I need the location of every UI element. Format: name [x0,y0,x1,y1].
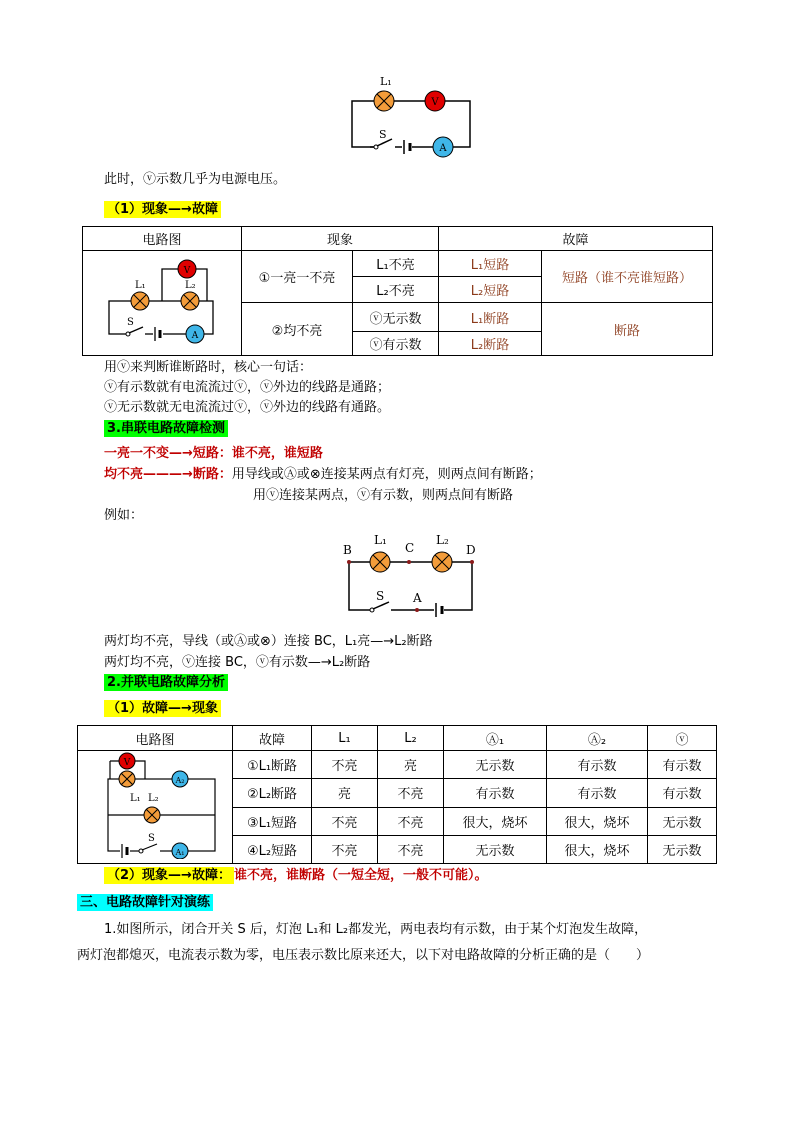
core-line-2: ⓥ有示数就有电流流过ⓥ，ⓥ外边的线路是通路； [104,380,391,395]
label-a: A [439,143,447,154]
cell-l2-open: L₂断路 [439,332,542,356]
lamp-icon [144,807,160,823]
cell-r1-fault: ②L₂断路 [233,779,312,807]
label-a: A [413,591,422,605]
cell-r0-a2: 有示数 [547,751,648,779]
cell-diagram [78,751,233,864]
heading-phenomenon-fault-2: （2）现象—→故障： 谁不亮，谁断路（一短全短，一般不可能）。 [104,868,487,884]
example-line-1: 两灯均不亮，导线（或Ⓐ或⊗）连接 BC，L₁亮—→L₂断路 [104,634,433,649]
cell-p1: ①一亮一不亮 [242,251,353,303]
th-diagram: 电路图 [83,227,242,251]
label-b: B [343,543,352,557]
cell-r1-a2: 有示数 [547,779,648,807]
svg-text:L₂: L₂ [185,280,196,291]
cell-p2: ②均不亮 [242,303,353,356]
lamp-icon [432,552,452,572]
voltmeter-icon [425,91,445,111]
cell-r2-l1: 不亮 [312,807,378,835]
label-c: C [405,541,415,555]
ammeter-icon [172,843,188,859]
series-line-3: 用ⓥ连接某两点，ⓥ有示数，则两点间有断路 [253,488,514,503]
voltmeter-note: 此时，ⓥ示数几乎为电源电压。 [104,172,287,187]
ammeter-icon [186,325,204,343]
label-l2: L₂ [436,533,449,547]
table-series-faults [82,226,713,356]
lamp-icon [374,91,394,111]
th-fault: 故障 [439,227,713,251]
series-line-1: 一亮一不变—→短路：谁不亮，谁短路 [104,446,323,461]
cell-r0-fault: ①L₁断路 [233,751,312,779]
cell-r3-a1: 无示数 [444,835,547,863]
cell-r1-a1: 有示数 [444,779,547,807]
svg-text:L₂: L₂ [148,793,159,804]
ammeter-icon [433,137,453,157]
cell-l1-off: L₁不亮 [353,251,439,277]
svg-text:L₁: L₁ [135,280,146,291]
cell-l1-short: L₁短路 [439,251,542,277]
heading-fault-phenomenon: （1）故障—→现象 [104,701,221,717]
cell-short-summary: 短路（谁不亮谁短路） [542,251,713,303]
ammeter-icon [172,771,188,787]
example-label: 例如： [104,508,144,523]
circuit-figure-table2 [80,751,230,859]
cell-r2-a1: 很大，烧坏 [444,807,547,835]
cell-l2-off: L₂不亮 [353,277,439,303]
label-s: S [376,589,385,603]
cell-r3-l2: 不亮 [378,835,444,863]
lamp-icon [119,771,135,787]
label-d: D [466,543,476,557]
voltmeter-icon [178,260,196,278]
voltmeter-icon [119,753,135,769]
svg-text:A₂: A₂ [175,776,185,785]
cell-r2-l2: 不亮 [378,807,444,835]
cell-r1-l2: 不亮 [378,779,444,807]
svg-text:V: V [183,266,191,276]
cell-r1-v: 有示数 [648,779,717,807]
circuit-figure-table1 [87,251,237,351]
svg-text:V: V [123,758,131,768]
th-a1: Ⓐ₁ [444,726,547,751]
series-line-2: 均不亮———→断路：用导线或Ⓐ或⊗连接某两点有灯亮，则两点间有断路； [104,467,542,482]
svg-text:L₁: L₁ [130,793,141,804]
svg-text:A₁: A₁ [175,848,185,857]
question-1-line-2: 两灯泡都熄灭，电流表示数为零，电压表示数比原来还大，以下对电路故障的分析正确的是（ ） [77,948,650,963]
core-line-1: 用ⓥ来判断谁断路时，核心一句话： [104,360,313,375]
table-parallel-faults [77,725,717,864]
heading-phenomenon-fault: （1）现象—→故障 [104,202,221,218]
cell-r0-l1: 不亮 [312,751,378,779]
th-phenomenon: 现象 [242,227,439,251]
circuit-figure-top [340,70,490,162]
label-l1: L₁ [380,75,392,88]
th-l1: L₁ [312,726,378,751]
lamp-icon [181,292,199,310]
cell-v-none: ⓥ无示数 [353,303,439,332]
cell-r2-fault: ③L₁短路 [233,807,312,835]
question-1-line-1: 1.如图所示，闭合开关 S 后，灯泡 L₁和 L₂都发光，两电表均有示数，由于某个灯泡发生故障， [104,922,648,937]
cell-l1-open: L₁断路 [439,303,542,332]
cell-r0-l2: 亮 [378,751,444,779]
label-s: S [379,128,387,141]
section-heading-3: 三、电路故障针对演练 [77,895,213,911]
svg-text:A: A [191,331,199,341]
th-v: ⓥ [648,726,717,751]
lamp-icon [370,552,390,572]
cell-open-summary: 断路 [542,303,713,356]
cell-r0-v: 有示数 [648,751,717,779]
cell-r2-a2: 很大，烧坏 [547,807,648,835]
cell-r0-a1: 无示数 [444,751,547,779]
th-a2: Ⓐ₂ [547,726,648,751]
svg-text:S: S [148,833,155,844]
cell-l2-short: L₂短路 [439,277,542,303]
cell-r3-v: 无示数 [648,835,717,863]
cell-v-has: ⓥ有示数 [353,332,439,356]
cell-r3-l1: 不亮 [312,835,378,863]
core-line-3: ⓥ无示数就无电流流过ⓥ，ⓥ外边的线路有通路。 [104,400,391,415]
cell-diagram [83,251,242,356]
circuit-figure-middle [336,530,486,620]
label-l1: L₁ [374,533,387,547]
cell-r2-v: 无示数 [648,807,717,835]
example-line-2: 两灯均不亮，ⓥ连接 BC，ⓥ有示数—→L₂断路 [104,655,371,670]
cell-r1-l1: 亮 [312,779,378,807]
th-diagram: 电路图 [78,726,233,751]
cell-r3-a2: 很大，烧坏 [547,835,648,863]
label-v: V [431,97,439,108]
heading-series: 3.串联电路故障检测 [104,421,228,437]
th-l2: L₂ [378,726,444,751]
th-fault: 故障 [233,726,312,751]
heading-parallel: 2.并联电路故障分析 [104,675,228,691]
svg-text:S: S [127,317,134,328]
lamp-icon [131,292,149,310]
cell-r3-fault: ④L₂短路 [233,835,312,863]
